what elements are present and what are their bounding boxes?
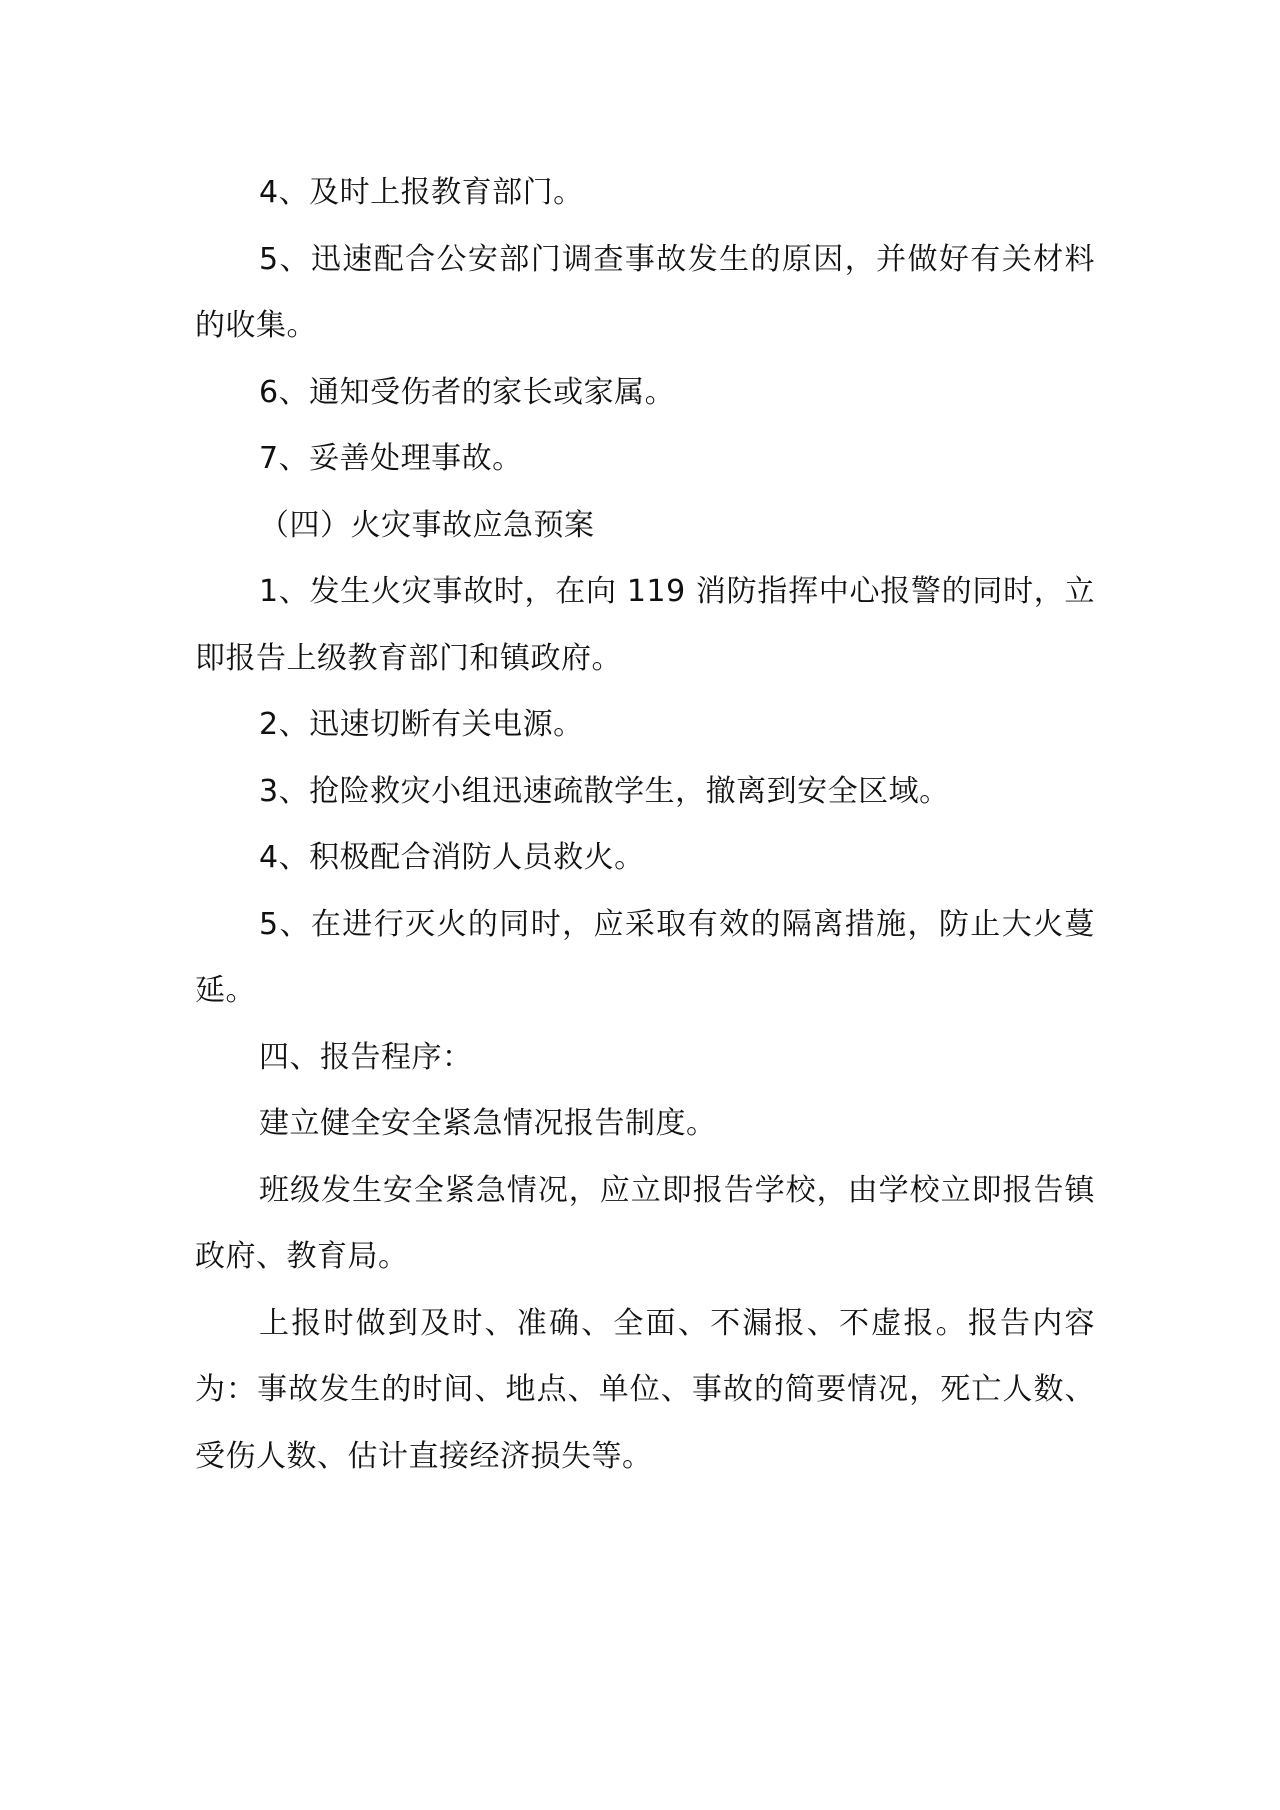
document-body [195, 160, 1095, 1490]
paragraph-evacuate-students: 3、抢险救灾小组迅速疏散学生，撤离到安全区域。 [259, 773, 950, 809]
section-heading-report-procedure: 四、报告程序： [259, 1039, 473, 1075]
paragraph-assist-firefighters: 4、积极配合消防人员救火。 [259, 840, 645, 875]
paragraph-class-emergency: 班级发生安全紧急情况，应立即报告学校，由学校立即报告镇政府、教育局。 [195, 1172, 1095, 1274]
paragraph-police-investigation: 5、迅速配合公安部门调查事故发生的原因，并做好有关材料的收集。 [195, 241, 1095, 343]
paragraph-handle-accident: 7、妥善处理事故。 [259, 441, 523, 476]
section-heading-fire-plan: （四）火灾事故应急预案 [259, 507, 595, 543]
paragraph-isolation-measures: 5、在进行灭火的同时，应采取有效的隔离措施，防止大火蔓延。 [195, 906, 1095, 1008]
paragraph-fire-alarm: 1、发生火灾事故时，在向 119 消防指挥中心报警的同时，立即报告上级教育部门和镇政府。 [195, 574, 1095, 676]
paragraph-notify-family: 6、通知受伤者的家长或家属。 [259, 374, 676, 410]
paragraph-report-system: 建立健全安全紧急情况报告制度。 [259, 1106, 717, 1141]
paragraph-report-content: 上报时做到及时、准确、全面、不漏报、不虚报。报告内容为：事故发生的时间、地点、单位、事故的简要情况，死亡人数、受伤人数、估计直接经济损失等。 [195, 1305, 1095, 1474]
paragraph-report-education: 4、及时上报教育部门。 [259, 175, 584, 210]
paragraph-cut-power: 2、迅速切断有关电源。 [259, 707, 584, 742]
